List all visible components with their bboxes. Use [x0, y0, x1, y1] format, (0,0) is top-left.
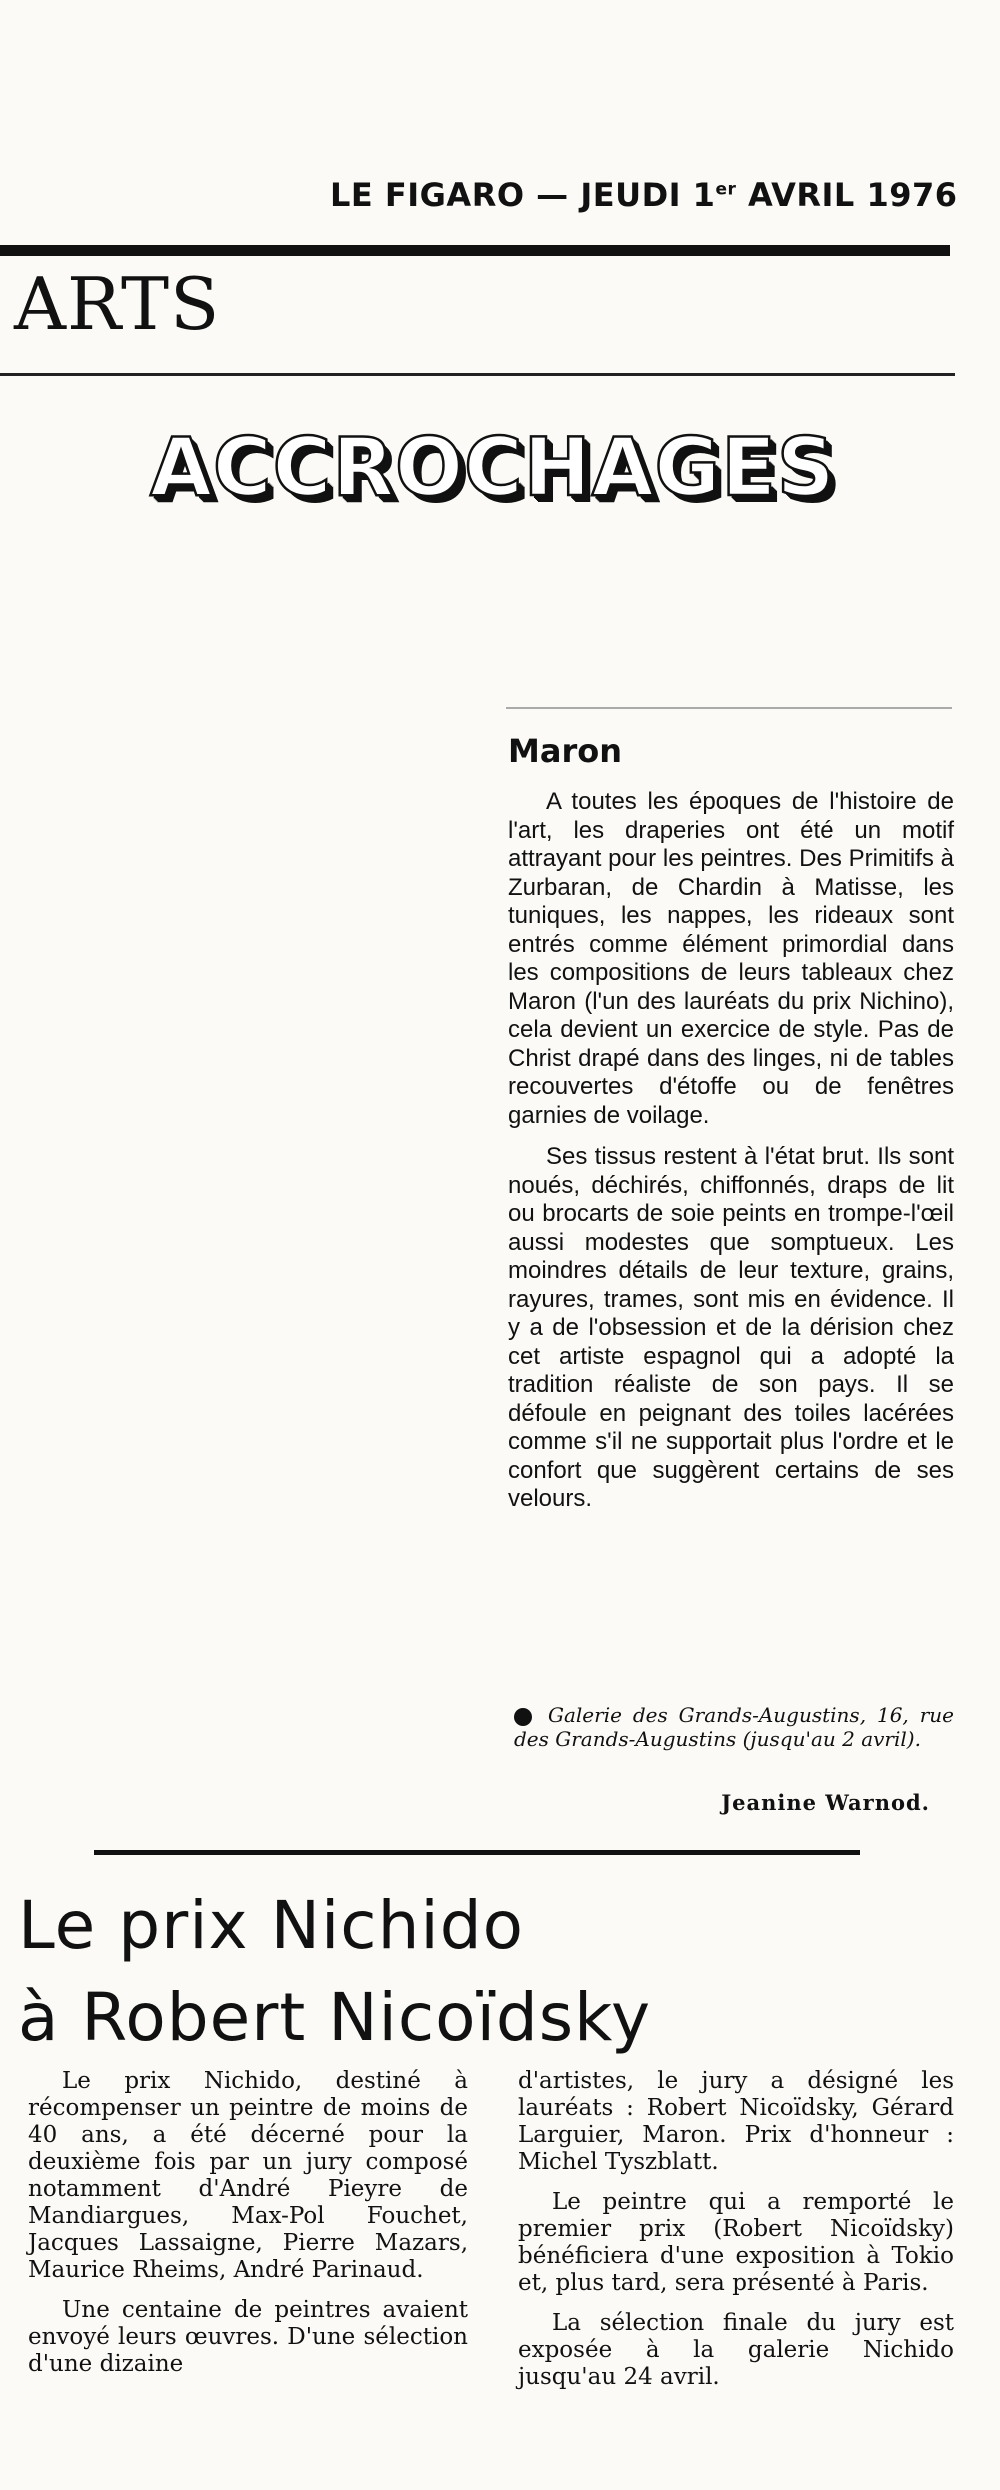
article-paragraph-1: A toutes les époques de l'histoire de l'art, les draperies ont été un motif attrayant pour les peintres. Des Primitifs à Zurbaran, de Chardin à Matisse, les tuniques, les nappes, les rideaux sont entrés comme élément primordial dans les compositions de leurs tableaux chez Maron (l'un des lauréats du prix Nichino), cela devient un exercice de style. Pas de Christ drapé dans des linges, ni de tables recouvertes d'étoffe ou de fenêtres garnies de voilage. — [508, 788, 954, 1129]
headline — [18, 1880, 651, 2064]
right-paragraph-2: La sélection finale du jury est exposée à la galerie Nichido jusqu'au 24 avril. — [518, 2310, 954, 2390]
top-rule — [0, 245, 950, 256]
dateline-text: LE FIGARO — JEUDI 1 — [330, 176, 716, 214]
dateline — [330, 176, 958, 214]
dateline-superscript: er — [715, 179, 737, 200]
exhibition-info: Galerie des Grands-Augustins, 16, rue des Grands-Augustins (jusqu'au 2 avril). — [514, 1703, 954, 1751]
article-rule — [506, 707, 952, 709]
headline-line-1: Le prix Nichido — [18, 1887, 525, 1964]
separator-rule — [94, 1850, 860, 1855]
author-byline: Jeanine Warnod. — [721, 1790, 930, 1815]
left-paragraph-2: Une centaine de peintres avaient envoyé leurs œuvres. D'une sélection d'une dizaine — [28, 2297, 468, 2377]
section-title: ARTS — [14, 262, 221, 346]
column-masthead: ACCROCHAGES — [150, 421, 836, 514]
article-title: Maron — [508, 732, 622, 770]
right-column — [518, 2068, 954, 2404]
article-body — [508, 788, 954, 1527]
right-continuation: d'artistes, le jury a désigné les lauréats : Robert Nicoïdsky, Gérard Larguier, Maron. Prix d'honneur : Michel Tyszblatt. — [518, 2068, 954, 2175]
article-paragraph-2: Ses tissus restent à l'état brut. Ils sont noués, déchirés, chiffonnés, draps de lit ou brocarts de soie peints en trompe-l'œil aussi modestes que somptueux. Les moindres détails de leur texture, grains, rayures, trames, sont mis en évidence. Il y a de l'obsession et de la dérision chez cet artiste espagnol qui a adopté la tradition réaliste de son pays. Il se défoule en peignant des toiles lacérées comme s'il ne supportait plus l'ordre et le confort que suggèrent certains de ses velours. — [508, 1143, 954, 1512]
right-paragraph-1: Le peintre qui a remporté le premier prix (Robert Nicoïdsky) bénéficiera d'une exposition à Tokio et, plus tard, sera présenté à Paris. — [518, 2189, 954, 2296]
dateline-date: AVRIL 1976 — [736, 176, 958, 214]
left-column — [28, 2068, 468, 2391]
section-rule — [0, 373, 955, 376]
headline-line-2: à Robert Nicoïdsky — [18, 1979, 652, 2056]
left-paragraph-1: Le prix Nichido, destiné à récompenser un peintre de moins de 40 ans, a été décerné pour la deuxième fois par un jury composé notamment d'André Pieyre de Mandiargues, Max-Pol Fouchet, Jacques Lassaigne, Pierre Mazars, Maurice Rheims, André Parinaud. — [28, 2068, 468, 2283]
